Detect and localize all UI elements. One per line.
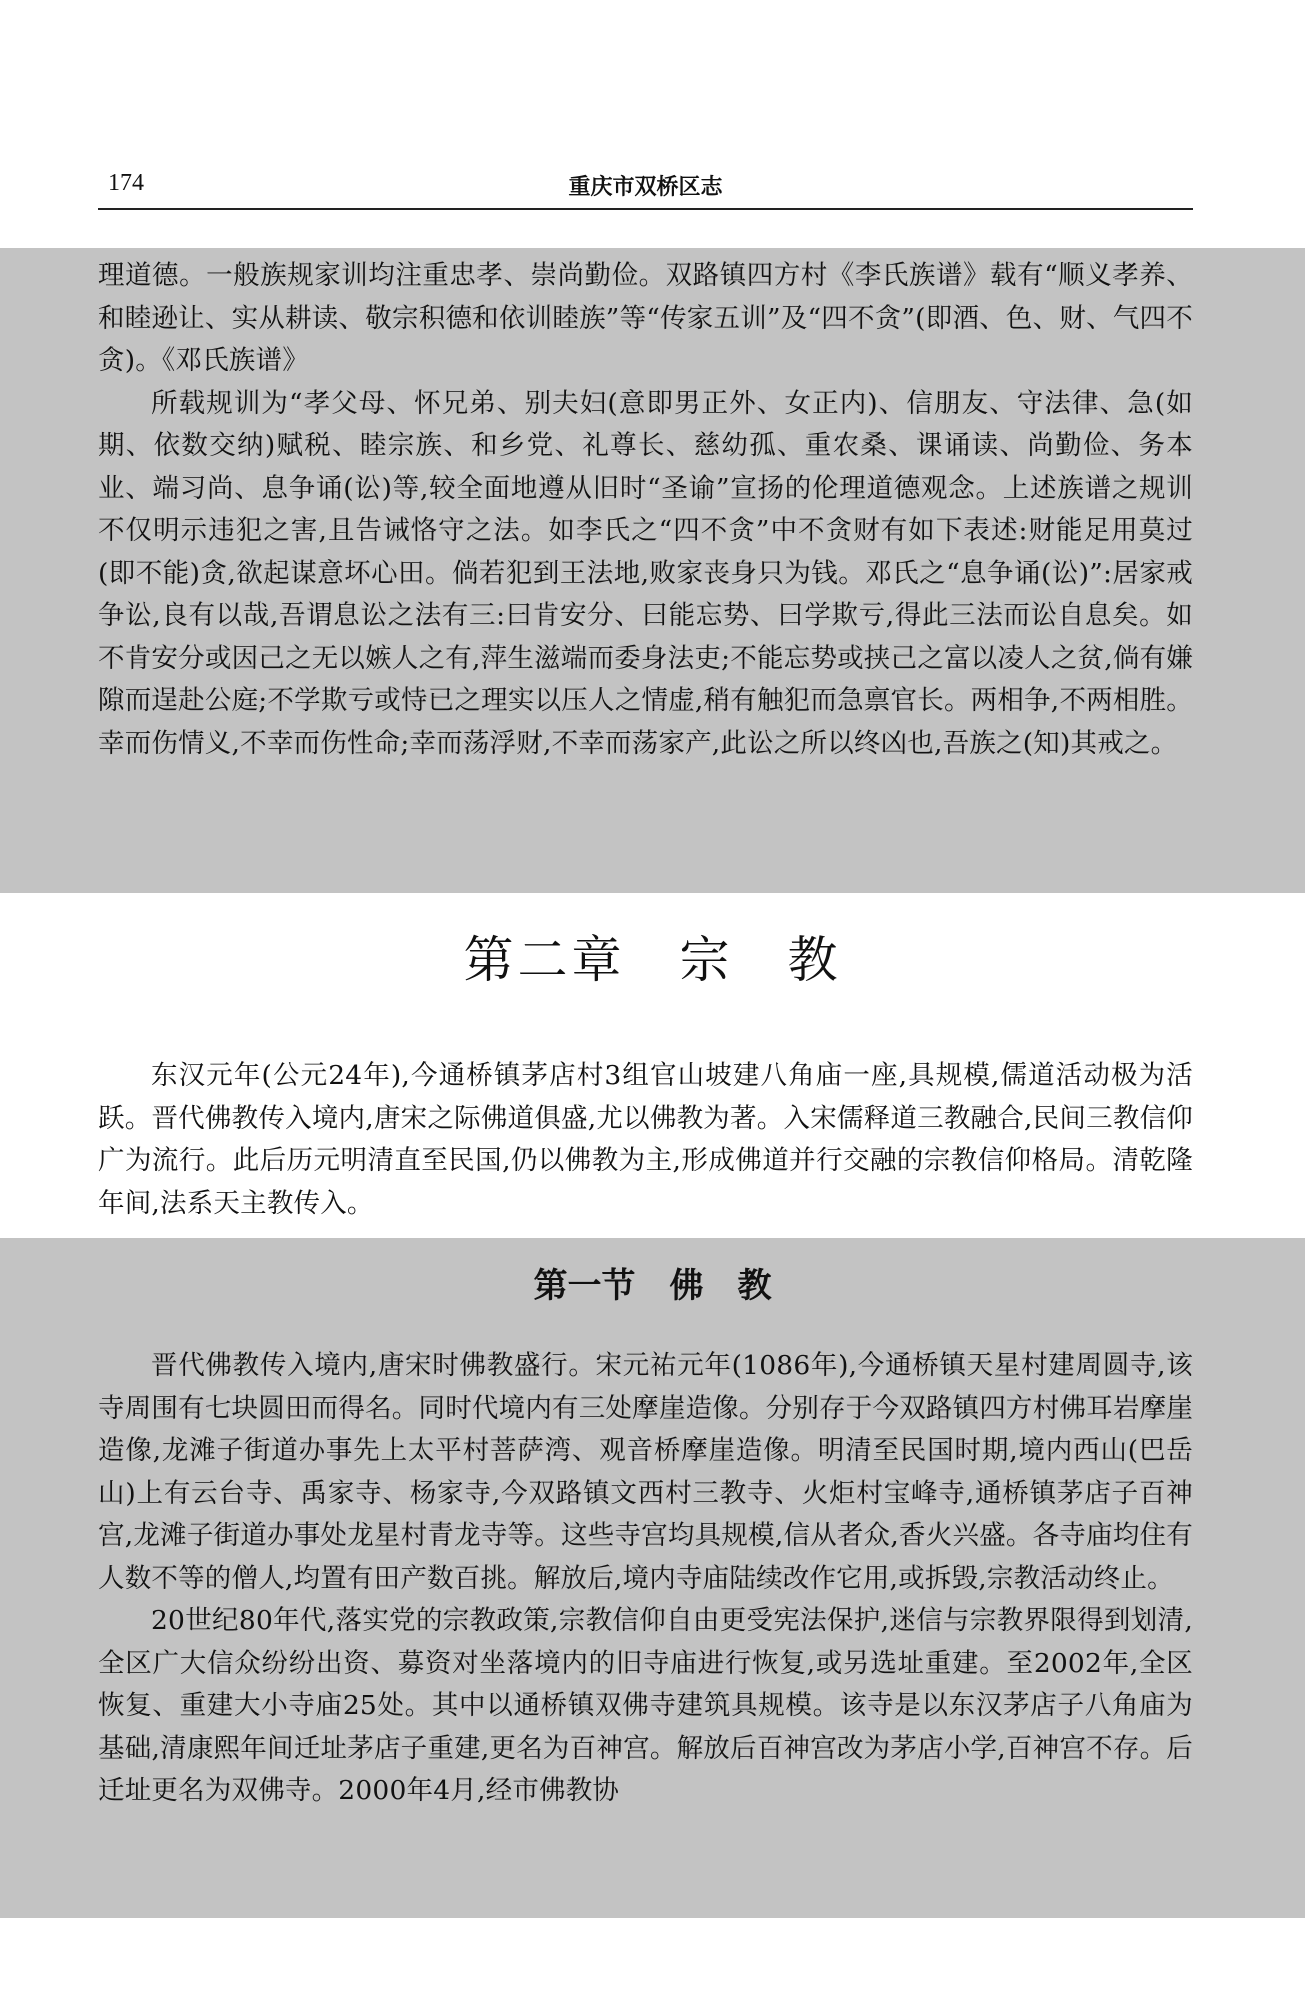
buddhism-text: [98, 1345, 1193, 1813]
running-title: 重庆市双桥区志: [568, 175, 723, 200]
paragraph: 晋代佛教传入境内,唐宋时佛教盛行。宋元祐元年(1086年),今通桥镇天星村建周圆寺,该寺周围有七块圆田而得名。同时代境内有三处摩崖造像。分别存于今双路镇四方村佛耳岩摩崖造像,龙滩子街道办事先上太平村菩萨湾、观音桥摩崖造像。明清至民国时期,境内西山(巴岳山)上有云台寺、禹家寺、杨家寺,今双路镇文西村三教寺、火炬村宝峰寺,通桥镇茅店子百神宫,龙滩子街道办事处龙星村青龙寺等。这些寺宫均具规模,信从者众,香火兴盛。各寺庙均住有人数不等的僧人,均置有田产数百挑。解放后,境内寺庙陆续改作它用,或拆毁,宗教活动终止。: [98, 1350, 1193, 1594]
page-header: [98, 168, 1193, 210]
page-number: 174: [108, 170, 144, 196]
clan-rules-text: [98, 255, 1193, 765]
chapter-intro-text: [98, 1055, 1193, 1225]
paragraph: 20世纪80年代,落实党的宗教政策,宗教信仰自由更受宪法保护,迷信与宗教界限得到划清,全区广大信众纷纷出资、募资对坐落境内的旧寺庙进行恢复,或另选址重建。至2002年,全区恢复、重建大小寺庙25处。其中以通桥镇双佛寺建筑具规模。该寺是以东汉茅店子八角庙为基础,清康熙年间迁址茅店子重建,更名为百神宫。解放后百神宫改为茅店小学,百神宫不存。后迁址更名为双佛寺。2000年4月,经市佛教协: [98, 1605, 1193, 1806]
paragraph: 理道德。一般族规家训均注重忠孝、崇尚勤俭。双路镇四方村《李氏族谱》载有“顺义孝养、和睦逊让、实从耕读、敬宗积德和依训睦族”等“传家五训”及“四不贪”(即酒、色、财、气四不贪)。《邓氏族谱》: [98, 260, 1193, 376]
paragraph: 所载规训为“孝父母、怀兄弟、别夫妇(意即男正外、女正内)、信朋友、守法律、急(如期、依数交纳)赋税、睦宗族、和乡党、礼尊长、慈幼孤、重农桑、课诵读、尚勤俭、务本业、端习尚、息争诵(讼)等,较全面地遵从旧时“圣谕”宣扬的伦理道德观念。上述族谱之规训不仅明示违犯之害,且告诫恪守之法。如李氏之“四不贪”中不贪财有如下表述:财能足用莫过(即不能)贪,欲起谋意坏心田。倘若犯到王法地,败家丧身只为钱。邓氏之“息争诵(讼)”:居家戒争讼,良有以哉,吾谓息讼之法有三:曰肯安分、曰能忘势、曰学欺亏,得此三法而讼自息矣。如不肯安分或因己之无以嫉人之有,萍生滋端而委身法吏;不能忘势或挟己之富以凌人之贫,倘有嫌隙而逞赴公庭;不学欺亏或恃已之理实以压人之情虚,稍有触犯而急禀官长。两相争,不两相胜。幸而伤情义,不幸而伤性命;幸而荡浮财,不幸而荡家产,此讼之所以终凶也,吾族之(知)其戒之。: [98, 387, 1193, 759]
section-title: 第一节 佛 教: [533, 1266, 772, 1306]
paragraph: 东汉元年(公元24年),今通桥镇茅店村3组官山坡建八角庙一座,具规模,儒道活动极为活跃。晋代佛教传入境内,唐宋之际佛道俱盛,尤以佛教为著。入宋儒释道三教融合,民间三教信仰广为流行。此后历元明清直至民国,仍以佛教为主,形成佛道并行交融的宗教信仰格局。清乾隆年间,法系天主教传入。: [98, 1060, 1193, 1219]
chapter-title: 第二章 宗 教: [463, 931, 842, 989]
